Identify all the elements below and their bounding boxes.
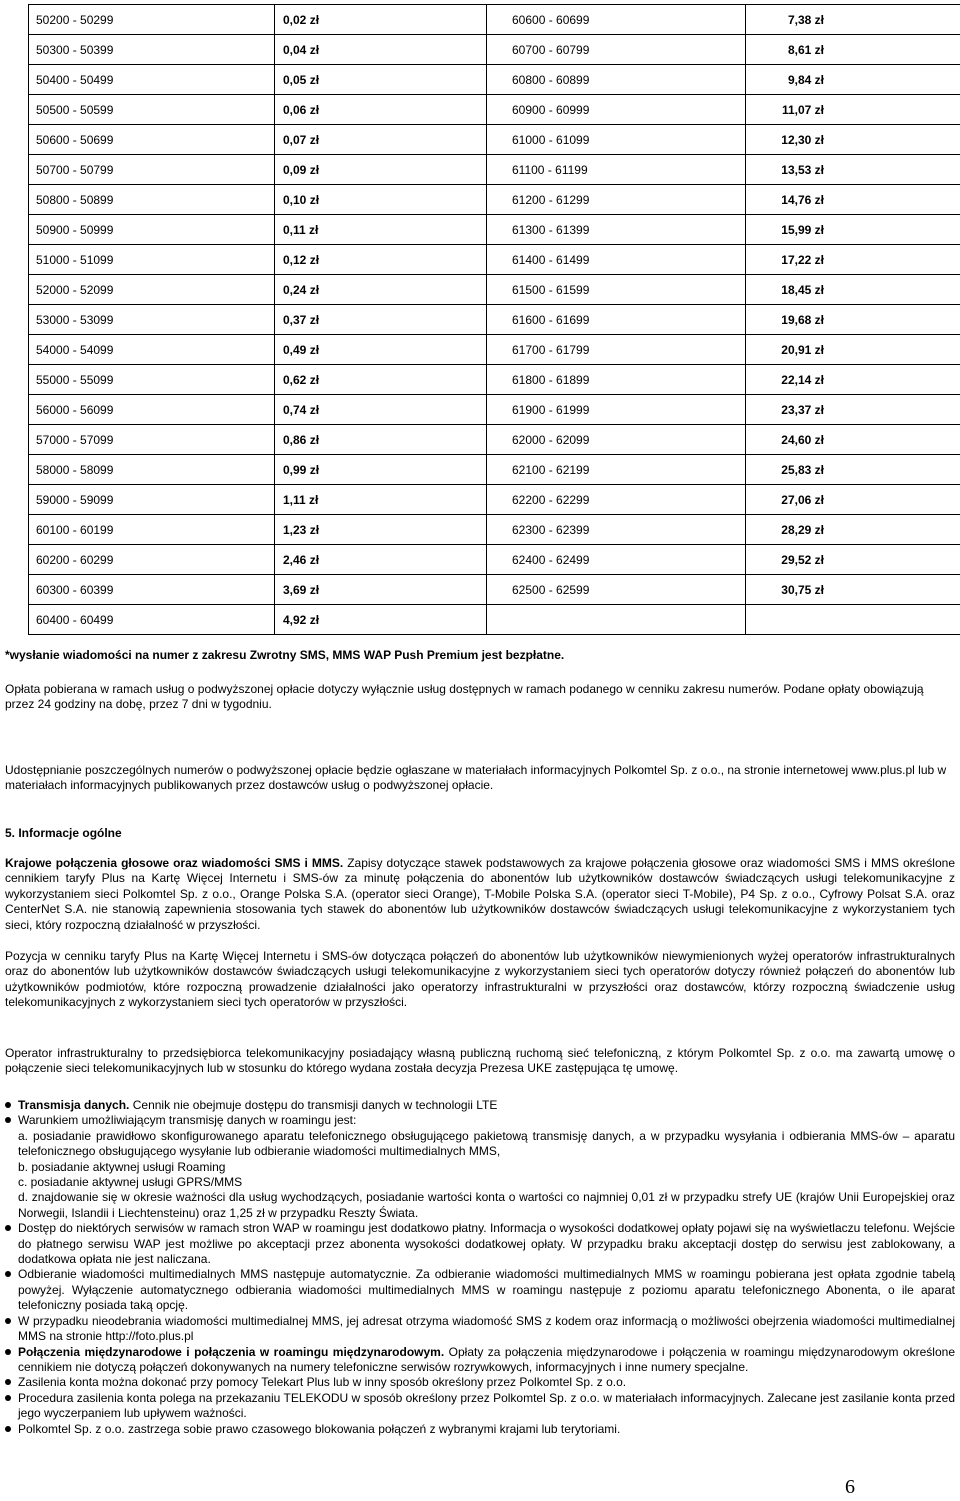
price-cell: 7,38 zł xyxy=(746,5,960,35)
price-cell: 3,69 zł xyxy=(275,575,487,605)
bullet-text: Zasilenia konta można dokonać przy pomocy Telekart Plus lub w inny sposób określony przez Polkomtel Sp. z o.o. xyxy=(18,1375,627,1390)
price-cell: 0,02 zł xyxy=(275,5,487,35)
bullet-bold: Połączenia międzynarodowe i połączenia w roamingu międzynarodowym. xyxy=(18,1344,445,1359)
range-cell: 55000 - 55099 xyxy=(29,365,275,395)
bullet-icon xyxy=(5,1426,11,1432)
range-cell: 61900 - 61999 xyxy=(487,395,746,425)
range-cell: 51000 - 51099 xyxy=(29,245,275,275)
table-row xyxy=(29,35,960,65)
price-cell: 17,22 zł xyxy=(746,245,960,275)
range-cell: 50300 - 50399 xyxy=(29,35,275,65)
price-cell: 29,52 zł xyxy=(746,545,960,575)
bullet-text: Odbieranie wiadomości multimedialnych MMS następuje automatycznie. Za odbieranie wiadomości multimedialnych MMS w roamingu pobierana jest opłata zgodnie tabelą powyżej. Wyłączenie automatycznego odbierania wiadomości multimedialnych MMS w roamingu następuje z poziomu aparatu telefonicznego Abonenta, o ile aparat telefoniczny posiada taką opcję. xyxy=(18,1267,955,1313)
price-cell: 9,84 zł xyxy=(746,65,960,95)
price-cell: 25,83 zł xyxy=(746,455,960,485)
price-cell: 0,05 zł xyxy=(275,65,487,95)
price-cell: 0,10 zł xyxy=(275,185,487,215)
info-list-container xyxy=(5,1098,955,1437)
bullet-text: Warunkiem umożliwiającym transmisję danych w roamingu jest: xyxy=(18,1113,357,1128)
table-row xyxy=(29,5,960,35)
table-row xyxy=(29,275,960,305)
range-cell: 62500 - 62599 xyxy=(487,575,746,605)
price-cell: 30,75 zł xyxy=(746,575,960,605)
range-cell: 50900 - 50999 xyxy=(29,215,275,245)
price-cell: 28,29 zł xyxy=(746,515,960,545)
range-cell xyxy=(487,605,746,635)
table-row xyxy=(29,305,960,335)
bullet-text: Polkomtel Sp. z o.o. zastrzega sobie prawo czasowego blokowania połączeń z wybranymi krajami lub terytoriami. xyxy=(18,1421,621,1436)
price-cell: 0,74 zł xyxy=(275,395,487,425)
price-cell: 0,37 zł xyxy=(275,305,487,335)
range-cell: 61700 - 61799 xyxy=(487,335,746,365)
bullet-icon xyxy=(5,1225,11,1231)
bullet-icon xyxy=(5,1318,11,1324)
range-cell: 60800 - 60899 xyxy=(487,65,746,95)
range-cell: 59000 - 59099 xyxy=(29,485,275,515)
table-row xyxy=(29,485,960,515)
price-cell: 14,76 zł xyxy=(746,185,960,215)
price-cell: 1,11 zł xyxy=(275,485,487,515)
numbers-paragraph: Udostępnianie poszczególnych numerów o podwyższonej opłacie będzie ogłaszane w materiałach informacyjnych Polkomtel Sp. z o.o., na stronie internetowej www.plus.pl lub w materiałach informacyjnych publikowanych przez dostawców usług o podwyższonej opłacie. xyxy=(5,763,947,793)
price-cell: 0,09 zł xyxy=(275,155,487,185)
table-row xyxy=(29,185,960,215)
price-cell: 20,91 zł xyxy=(746,335,960,365)
range-cell: 50600 - 50699 xyxy=(29,125,275,155)
table-row xyxy=(29,515,960,545)
range-cell: 54000 - 54099 xyxy=(29,335,275,365)
range-cell: 62300 - 62399 xyxy=(487,515,746,545)
range-cell: 50200 - 50299 xyxy=(29,5,275,35)
range-cell: 57000 - 57099 xyxy=(29,425,275,455)
list-item xyxy=(5,1113,955,1128)
range-cell: 50500 - 50599 xyxy=(29,95,275,125)
krajowe-text: Zapisy dotyczące stawek podstawowych za krajowe połączenia głosowe oraz wiadomości SMS i MMS określone cennikiem taryfy Plus na Kartę Więcej Internetu i SMS-ów za minutę połączenia do abonentów lub użytkowników dostawców świadczących usługi telekomunikacyjne z wykorzystaniem sieci Polkomtel Sp. z o.o., Orange Polska S.A. (operator sieci Orange), T-Mobile Polska S.A. (operator sieci T-Mobile), P4 Sp. z o.o., Cyfrowy Polsat S.A. oraz CenterNet S.A. nie stanowią zapewnienia stosowania tych stawek do abonentów lub użytkowników dostawców świadczących usługi telekomunikacyjne z wykorzystaniem tych sieci, który rozpoczną działalność w przyszłości. xyxy=(5,856,955,932)
price-cell: 8,61 zł xyxy=(746,35,960,65)
table-row xyxy=(29,245,960,275)
bullet-icon xyxy=(5,1117,11,1123)
range-cell: 62400 - 62499 xyxy=(487,545,746,575)
operator-paragraph: Operator infrastrukturalny to przedsiębiorca telekomunikacyjny posiadający własną publiczną ruchomą sieć telefoniczną, z którym Polkomtel Sp. z o.o. ma zawartą umowę o połączenie sieci telekomunikacyjnych lub w stosunku do którego wydana została decyzja Prezesa UKE zastępująca tę umowę. xyxy=(5,1046,955,1076)
price-cell: 0,86 zł xyxy=(275,425,487,455)
table-row xyxy=(29,425,960,455)
bullet-icon xyxy=(5,1395,11,1401)
bullet-text: Procedura zasilenia konta polega na przekazaniu TELEKODU w sposób określony przez Polkomtel Sp. z o.o. w materiałach informacyjnych. Zalecane jest zasilanie konta przed jego wyczerpaniem lub upływem ważności. xyxy=(18,1390,955,1421)
price-cell: 0,12 zł xyxy=(275,245,487,275)
table-row xyxy=(29,395,960,425)
range-cell: 60100 - 60199 xyxy=(29,515,275,545)
range-cell: 60400 - 60499 xyxy=(29,605,275,635)
range-cell: 61600 - 61699 xyxy=(487,305,746,335)
table-row xyxy=(29,335,960,365)
price-cell xyxy=(746,605,960,635)
price-table xyxy=(28,4,960,635)
price-cell: 0,11 zł xyxy=(275,215,487,245)
bullet-icon xyxy=(5,1349,11,1355)
price-cell: 15,99 zł xyxy=(746,215,960,245)
range-cell: 62100 - 62199 xyxy=(487,455,746,485)
price-cell: 11,07 zł xyxy=(746,95,960,125)
table-row xyxy=(29,455,960,485)
range-cell: 62000 - 62099 xyxy=(487,425,746,455)
list-item xyxy=(5,1221,955,1267)
range-cell: 50800 - 50899 xyxy=(29,185,275,215)
price-cell: 23,37 zł xyxy=(746,395,960,425)
table-row xyxy=(29,215,960,245)
table-row xyxy=(29,155,960,185)
list-item xyxy=(5,1375,955,1390)
price-cell: 19,68 zł xyxy=(746,305,960,335)
table-row xyxy=(29,575,960,605)
list-item xyxy=(5,1422,955,1437)
bullet-text: Dostęp do niektórych serwisów w ramach stron WAP w roamingu jest dodatkowo płatny. Informacja o wysokości dodatkowej opłaty pojawi się na wyświetlaczu telefonu. Wejście do płatnego serwisu WAP jest możliwe po akceptacji przez abonenta wysokości dodatkowej opłaty. W przypadku braku akceptacji dostęp do serwisu jest zablokowany, a dodatkowa opłata nie jest naliczana. xyxy=(18,1221,955,1267)
range-cell: 60600 - 60699 xyxy=(487,5,746,35)
price-cell: 27,06 zł xyxy=(746,485,960,515)
condition-d: d. znajdowanie się w okresie ważności dla usług wychodzących, posiadanie wartości konta o wartości co najmniej 0,01 zł w przypadku strefy UE (krajów Unii Europejskiej oraz Norwegii, Islandii i Liechtensteinu) oraz 1,25 zł w przypadku Reszty Świata. xyxy=(18,1190,955,1220)
condition-c: c. posiadanie aktywnej usługi GPRS/MMS xyxy=(18,1175,243,1190)
range-cell: 61500 - 61599 xyxy=(487,275,746,305)
condition-a: a. posiadanie prawidłowo skonfigurowanego aparatu telefonicznego obsługującego pakietową transmisję danych, a w przypadku wysyłania i odbierania MMS-ów – aparatu telefonicznego obsługującego wysyłanie lub odbieranie wiadomości multimedialnych MMS, xyxy=(18,1128,955,1159)
info-list xyxy=(5,1098,955,1129)
pozycja-paragraph: Pozycja w cenniku taryfy Plus na Kartę Więcej Internetu i SMS-ów dotycząca połączeń do abonentów lub użytkowników niewymienionych wyżej operatorów infrastrukturalnych oraz do abonentów lub użytkowników dostawców świadczących usługi telekomunikacyjne z wykorzystaniem sieci tych operatorów dotyczy również połączeń do abonentów lub użytkowników podmiotów, które rozpoczną prowadzenie działalności jako operatorzy infrastrukturalni w przyszłości oraz dostawców, którzy rozpoczną świadczenie usług telekomunikacyjnych z wykorzystaniem sieci tych operatorów w przyszłości. xyxy=(5,949,955,1010)
table-row xyxy=(29,65,960,95)
krajowe-heading: Krajowe połączenia głosowe oraz wiadomości SMS i MMS. xyxy=(5,856,344,870)
range-cell: 61800 - 61899 xyxy=(487,365,746,395)
price-cell: 12,30 zł xyxy=(746,125,960,155)
price-cell: 24,60 zł xyxy=(746,425,960,455)
price-cell: 0,07 zł xyxy=(275,125,487,155)
range-cell: 60200 - 60299 xyxy=(29,545,275,575)
range-cell: 50400 - 50499 xyxy=(29,65,275,95)
condition-b: b. posiadanie aktywnej usługi Roaming xyxy=(18,1159,226,1174)
range-cell: 62200 - 62299 xyxy=(487,485,746,515)
price-cell: 0,62 zł xyxy=(275,365,487,395)
price-cell: 22,14 zł xyxy=(746,365,960,395)
krajowe-paragraph xyxy=(5,856,955,933)
price-cell: 0,04 zł xyxy=(275,35,487,65)
bullet-text: W przypadku nieodebrania wiadomości multimedialnej MMS, jej adresat otrzyma wiadomość SMS z kodem oraz informacją o możliwości obejrzenia wiadomości multimedialnej MMS na stronie http://foto.plus.pl xyxy=(18,1313,955,1344)
price-cell: 13,53 zł xyxy=(746,155,960,185)
range-cell: 52000 - 52099 xyxy=(29,275,275,305)
list-item xyxy=(5,1345,955,1376)
table-row xyxy=(29,605,960,635)
fee-paragraph: Opłata pobierana w ramach usług o podwyższonej opłacie dotyczy wyłącznie usług dostępnych w ramach podanego w cenniku zakresu numerów. Podane opłaty obowiązują przez 24 godziny na dobę, przez 7 dni w tygodniu. xyxy=(5,682,924,712)
price-cell: 1,23 zł xyxy=(275,515,487,545)
price-cell: 2,46 zł xyxy=(275,545,487,575)
info-list-2 xyxy=(5,1221,955,1437)
range-cell: 50700 - 50799 xyxy=(29,155,275,185)
range-cell: 58000 - 58099 xyxy=(29,455,275,485)
range-cell: 61400 - 61499 xyxy=(487,245,746,275)
section-heading: 5. Informacje ogólne xyxy=(5,826,122,840)
price-cell: 4,92 zł xyxy=(275,605,487,635)
note-free-premium: *wysłanie wiadomości na numer z zakresu Zwrotny SMS, MMS WAP Push Premium jest bezpłatne. xyxy=(5,648,565,662)
range-cell: 60900 - 60999 xyxy=(487,95,746,125)
bullet-icon xyxy=(5,1271,11,1277)
range-cell: 56000 - 56099 xyxy=(29,395,275,425)
price-cell: 0,99 zł xyxy=(275,455,487,485)
price-cell: 18,45 zł xyxy=(746,275,960,305)
table-row xyxy=(29,545,960,575)
bullet-text: Cennik nie obejmuje dostępu do transmisji danych w technologii LTE xyxy=(132,1098,498,1112)
bullet-icon xyxy=(5,1379,11,1385)
table-row xyxy=(29,365,960,395)
table-row xyxy=(29,125,960,155)
page-number: 6 xyxy=(845,1476,855,1498)
range-cell: 61100 - 61199 xyxy=(487,155,746,185)
list-item xyxy=(5,1391,955,1422)
range-cell: 60300 - 60399 xyxy=(29,575,275,605)
range-cell: 53000 - 53099 xyxy=(29,305,275,335)
range-cell: 61300 - 61399 xyxy=(487,215,746,245)
range-cell: 60700 - 60799 xyxy=(487,35,746,65)
price-table-body xyxy=(29,5,960,635)
range-cell: 61000 - 61099 xyxy=(487,125,746,155)
price-cell: 0,49 zł xyxy=(275,335,487,365)
range-cell: 61200 - 61299 xyxy=(487,185,746,215)
list-item xyxy=(5,1267,955,1313)
bullet-text: Opłaty za połączenia międzynarodowe i połączenia w roamingu międzynarodowym określone cennikiem nie dotyczą połączeń dokonywanych na numery telefoniczne serwisów rozrywkowych, informacyjnych i inne numery specjalne. xyxy=(18,1344,955,1374)
price-cell: 0,06 zł xyxy=(275,95,487,125)
price-cell: 0,24 zł xyxy=(275,275,487,305)
table-row xyxy=(29,95,960,125)
bullet-bold: Transmisja danych. xyxy=(18,1098,130,1112)
list-item xyxy=(5,1098,955,1113)
bullet-icon xyxy=(5,1102,11,1108)
list-item xyxy=(5,1314,955,1345)
